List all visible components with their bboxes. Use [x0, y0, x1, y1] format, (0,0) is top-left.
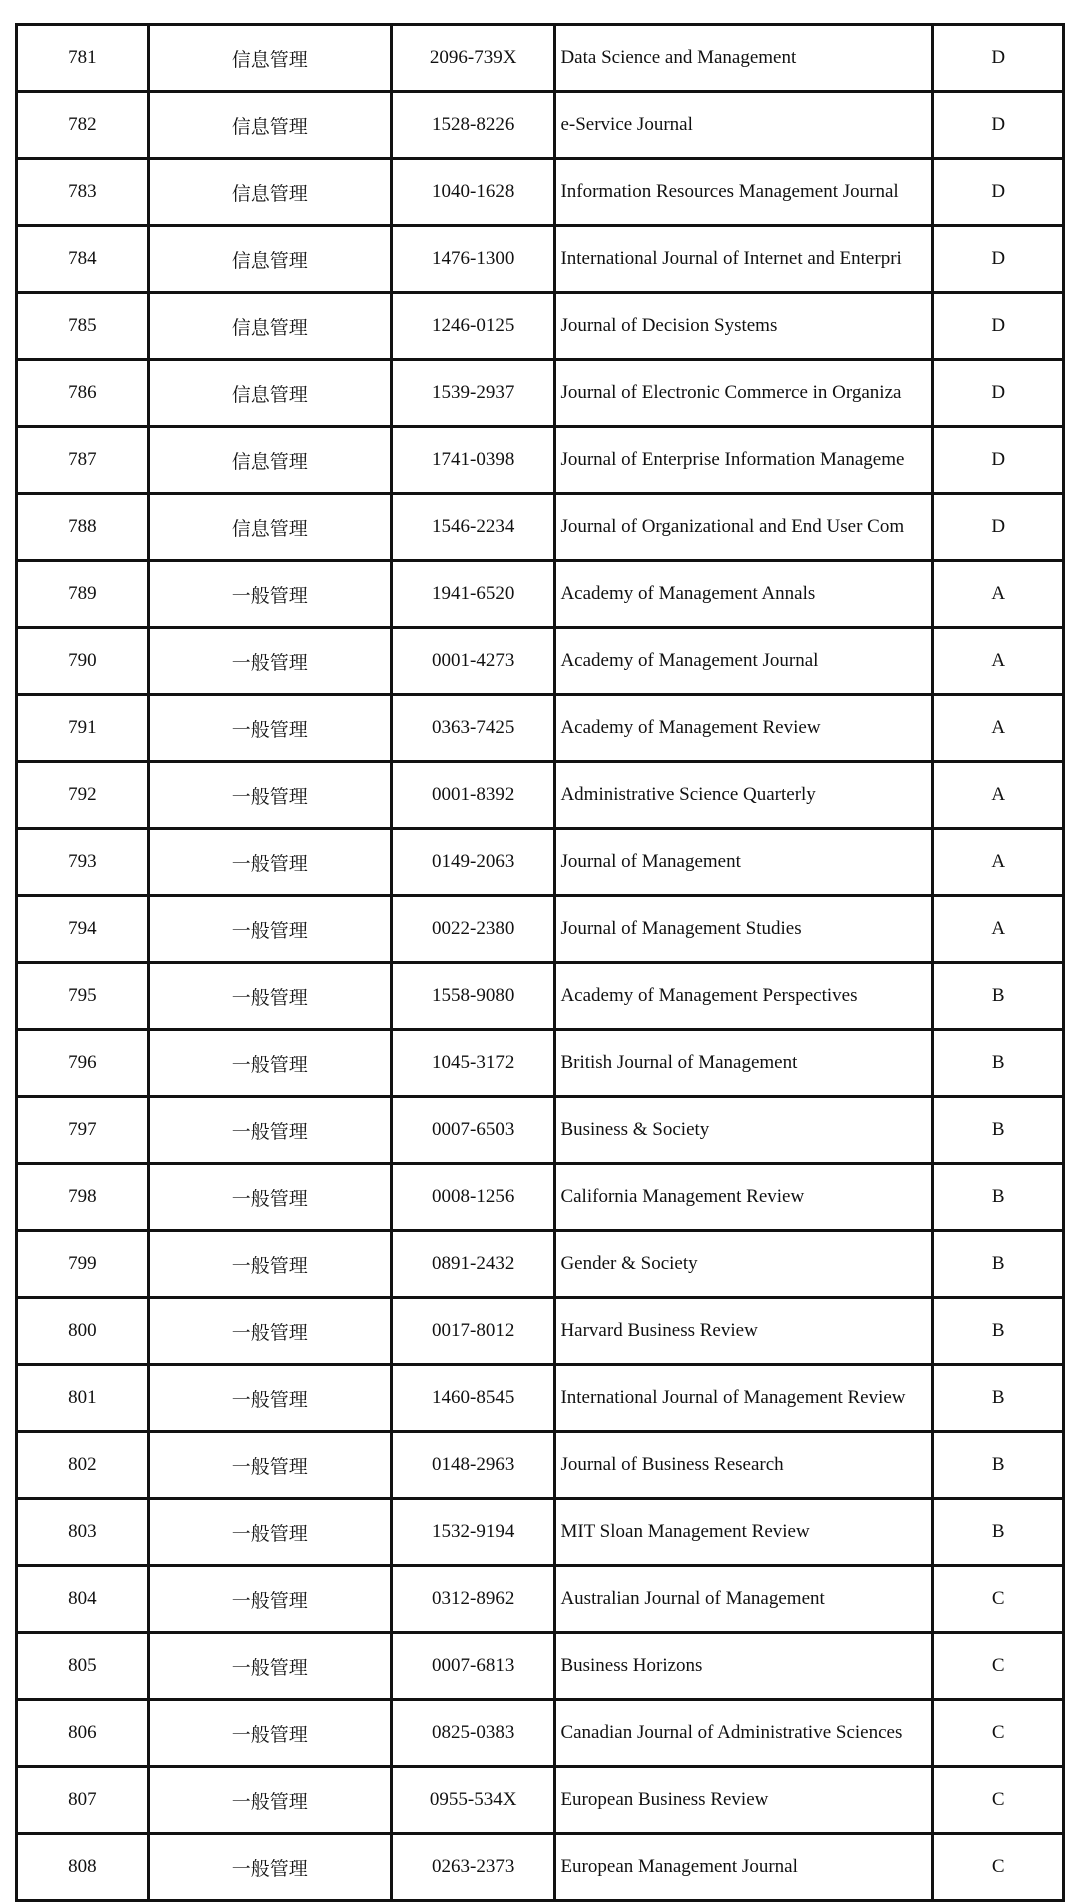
- journal-title-cell: California Management Review: [556, 1165, 934, 1232]
- issn-cell: 1246-0125: [393, 294, 557, 361]
- grade-cell: B: [934, 1232, 1065, 1299]
- issn-cell: 0008-1256: [393, 1165, 557, 1232]
- issn-cell: 1532-9194: [393, 1500, 557, 1567]
- grade-cell: B: [934, 1366, 1065, 1433]
- row-number-cell: 799: [18, 1232, 150, 1299]
- grade-cell: C: [934, 1835, 1065, 1902]
- grade-cell: D: [934, 361, 1065, 428]
- table-row: [18, 361, 1065, 428]
- grade-cell: C: [934, 1567, 1065, 1634]
- issn-cell: 1476-1300: [393, 227, 557, 294]
- row-number-cell: 791: [18, 696, 150, 763]
- grade-cell: C: [934, 1768, 1065, 1835]
- table-body: [18, 26, 1065, 1902]
- journal-title-cell: European Management Journal: [556, 1835, 934, 1902]
- issn-cell: 1558-9080: [393, 964, 557, 1031]
- journal-title-cell: e-Service Journal: [556, 93, 934, 160]
- category-cell: 一般管理: [150, 1299, 393, 1366]
- grade-cell: A: [934, 696, 1065, 763]
- journal-title-cell: Journal of Organizational and End User Com: [556, 495, 934, 562]
- grade-cell: D: [934, 227, 1065, 294]
- table-row: [18, 1835, 1065, 1902]
- journal-title-cell: Academy of Management Perspectives: [556, 964, 934, 1031]
- category-cell: 一般管理: [150, 1835, 393, 1902]
- table-row: [18, 93, 1065, 160]
- table-row: [18, 26, 1065, 93]
- category-cell: 一般管理: [150, 629, 393, 696]
- journal-title-cell: Business & Society: [556, 1098, 934, 1165]
- table-row: [18, 763, 1065, 830]
- grade-cell: B: [934, 1098, 1065, 1165]
- issn-cell: 0363-7425: [393, 696, 557, 763]
- journal-title-cell: Journal of Enterprise Information Manageme: [556, 428, 934, 495]
- journal-title-cell: International Journal of Management Review: [556, 1366, 934, 1433]
- table-row: [18, 1701, 1065, 1768]
- category-cell: 一般管理: [150, 830, 393, 897]
- grade-cell: D: [934, 428, 1065, 495]
- row-number-cell: 792: [18, 763, 150, 830]
- issn-cell: 0148-2963: [393, 1433, 557, 1500]
- journal-title-cell: Journal of Business Research: [556, 1433, 934, 1500]
- row-number-cell: 784: [18, 227, 150, 294]
- issn-cell: 1040-1628: [393, 160, 557, 227]
- journal-title-cell: European Business Review: [556, 1768, 934, 1835]
- issn-cell: 1546-2234: [393, 495, 557, 562]
- category-cell: 一般管理: [150, 1031, 393, 1098]
- row-number-cell: 783: [18, 160, 150, 227]
- row-number-cell: 793: [18, 830, 150, 897]
- issn-cell: 0001-4273: [393, 629, 557, 696]
- row-number-cell: 802: [18, 1433, 150, 1500]
- issn-cell: 1460-8545: [393, 1366, 557, 1433]
- row-number-cell: 781: [18, 26, 150, 93]
- issn-cell: 0149-2063: [393, 830, 557, 897]
- journal-title-cell: Journal of Electronic Commerce in Organiza: [556, 361, 934, 428]
- row-number-cell: 807: [18, 1768, 150, 1835]
- category-cell: 一般管理: [150, 1567, 393, 1634]
- grade-cell: B: [934, 1031, 1065, 1098]
- category-cell: 一般管理: [150, 1366, 393, 1433]
- table-row: [18, 294, 1065, 361]
- journal-title-cell: Data Science and Management: [556, 26, 934, 93]
- grade-cell: A: [934, 830, 1065, 897]
- table-row: [18, 1567, 1065, 1634]
- journal-title-cell: Canadian Journal of Administrative Sciences: [556, 1701, 934, 1768]
- grade-cell: D: [934, 160, 1065, 227]
- grade-cell: D: [934, 495, 1065, 562]
- issn-cell: 1045-3172: [393, 1031, 557, 1098]
- grade-cell: C: [934, 1701, 1065, 1768]
- journal-title-cell: Information Resources Management Journal: [556, 160, 934, 227]
- journal-title-cell: Business Horizons: [556, 1634, 934, 1701]
- journal-title-cell: Academy of Management Journal: [556, 629, 934, 696]
- issn-cell: 0007-6503: [393, 1098, 557, 1165]
- table-row: [18, 428, 1065, 495]
- category-cell: 一般管理: [150, 562, 393, 629]
- table-row: [18, 629, 1065, 696]
- grade-cell: B: [934, 1299, 1065, 1366]
- grade-cell: A: [934, 562, 1065, 629]
- table-row: [18, 1031, 1065, 1098]
- table-row: [18, 1500, 1065, 1567]
- row-number-cell: 801: [18, 1366, 150, 1433]
- journal-title-cell: Gender & Society: [556, 1232, 934, 1299]
- issn-cell: 0263-2373: [393, 1835, 557, 1902]
- category-cell: 信息管理: [150, 160, 393, 227]
- row-number-cell: 798: [18, 1165, 150, 1232]
- table-row: [18, 696, 1065, 763]
- category-cell: 信息管理: [150, 93, 393, 160]
- issn-cell: 0007-6813: [393, 1634, 557, 1701]
- grade-cell: B: [934, 1433, 1065, 1500]
- issn-cell: 1539-2937: [393, 361, 557, 428]
- table-row: [18, 1366, 1065, 1433]
- table-row: [18, 562, 1065, 629]
- journal-title-cell: MIT Sloan Management Review: [556, 1500, 934, 1567]
- issn-cell: 1741-0398: [393, 428, 557, 495]
- issn-cell: 0001-8392: [393, 763, 557, 830]
- journal-title-cell: Academy of Management Annals: [556, 562, 934, 629]
- grade-cell: A: [934, 763, 1065, 830]
- row-number-cell: 794: [18, 897, 150, 964]
- category-cell: 一般管理: [150, 1500, 393, 1567]
- table-row: [18, 160, 1065, 227]
- row-number-cell: 796: [18, 1031, 150, 1098]
- row-number-cell: 788: [18, 495, 150, 562]
- grade-cell: B: [934, 1165, 1065, 1232]
- table-row: [18, 1768, 1065, 1835]
- category-cell: 一般管理: [150, 897, 393, 964]
- table-row: [18, 227, 1065, 294]
- grade-cell: B: [934, 964, 1065, 1031]
- issn-cell: 1941-6520: [393, 562, 557, 629]
- grade-cell: D: [934, 294, 1065, 361]
- journal-table: [15, 23, 1065, 1902]
- row-number-cell: 795: [18, 964, 150, 1031]
- category-cell: 信息管理: [150, 495, 393, 562]
- grade-cell: C: [934, 1634, 1065, 1701]
- journal-title-cell: Administrative Science Quarterly: [556, 763, 934, 830]
- category-cell: 一般管理: [150, 1232, 393, 1299]
- row-number-cell: 800: [18, 1299, 150, 1366]
- table-row: [18, 1299, 1065, 1366]
- category-cell: 一般管理: [150, 696, 393, 763]
- journal-title-cell: Australian Journal of Management: [556, 1567, 934, 1634]
- grade-cell: A: [934, 897, 1065, 964]
- journal-title-cell: Journal of Management: [556, 830, 934, 897]
- row-number-cell: 803: [18, 1500, 150, 1567]
- category-cell: 一般管理: [150, 1165, 393, 1232]
- category-cell: 一般管理: [150, 1701, 393, 1768]
- journal-title-cell: Journal of Decision Systems: [556, 294, 934, 361]
- table-row: [18, 1232, 1065, 1299]
- issn-cell: 0312-8962: [393, 1567, 557, 1634]
- category-cell: 一般管理: [150, 763, 393, 830]
- table-row: [18, 1634, 1065, 1701]
- table-row: [18, 1098, 1065, 1165]
- issn-cell: 0825-0383: [393, 1701, 557, 1768]
- row-number-cell: 806: [18, 1701, 150, 1768]
- row-number-cell: 782: [18, 93, 150, 160]
- category-cell: 信息管理: [150, 361, 393, 428]
- table-row: [18, 1165, 1065, 1232]
- issn-cell: 0891-2432: [393, 1232, 557, 1299]
- table-row: [18, 1433, 1065, 1500]
- row-number-cell: 804: [18, 1567, 150, 1634]
- table-row: [18, 964, 1065, 1031]
- row-number-cell: 805: [18, 1634, 150, 1701]
- issn-cell: 0955-534X: [393, 1768, 557, 1835]
- category-cell: 一般管理: [150, 964, 393, 1031]
- category-cell: 一般管理: [150, 1768, 393, 1835]
- journal-title-cell: Journal of Management Studies: [556, 897, 934, 964]
- grade-cell: B: [934, 1500, 1065, 1567]
- row-number-cell: 808: [18, 1835, 150, 1902]
- category-cell: 一般管理: [150, 1634, 393, 1701]
- journal-title-cell: Harvard Business Review: [556, 1299, 934, 1366]
- grade-cell: D: [934, 26, 1065, 93]
- journal-title-cell: Academy of Management Review: [556, 696, 934, 763]
- table-row: [18, 830, 1065, 897]
- journal-title-cell: International Journal of Internet and Enterpri: [556, 227, 934, 294]
- row-number-cell: 786: [18, 361, 150, 428]
- category-cell: 一般管理: [150, 1098, 393, 1165]
- issn-cell: 1528-8226: [393, 93, 557, 160]
- category-cell: 信息管理: [150, 26, 393, 93]
- category-cell: 信息管理: [150, 294, 393, 361]
- table-row: [18, 495, 1065, 562]
- grade-cell: A: [934, 629, 1065, 696]
- category-cell: 信息管理: [150, 428, 393, 495]
- row-number-cell: 790: [18, 629, 150, 696]
- row-number-cell: 787: [18, 428, 150, 495]
- row-number-cell: 785: [18, 294, 150, 361]
- journal-title-cell: British Journal of Management: [556, 1031, 934, 1098]
- table-row: [18, 897, 1065, 964]
- category-cell: 信息管理: [150, 227, 393, 294]
- issn-cell: 0022-2380: [393, 897, 557, 964]
- row-number-cell: 789: [18, 562, 150, 629]
- issn-cell: 0017-8012: [393, 1299, 557, 1366]
- category-cell: 一般管理: [150, 1433, 393, 1500]
- grade-cell: D: [934, 93, 1065, 160]
- issn-cell: 2096-739X: [393, 26, 557, 93]
- row-number-cell: 797: [18, 1098, 150, 1165]
